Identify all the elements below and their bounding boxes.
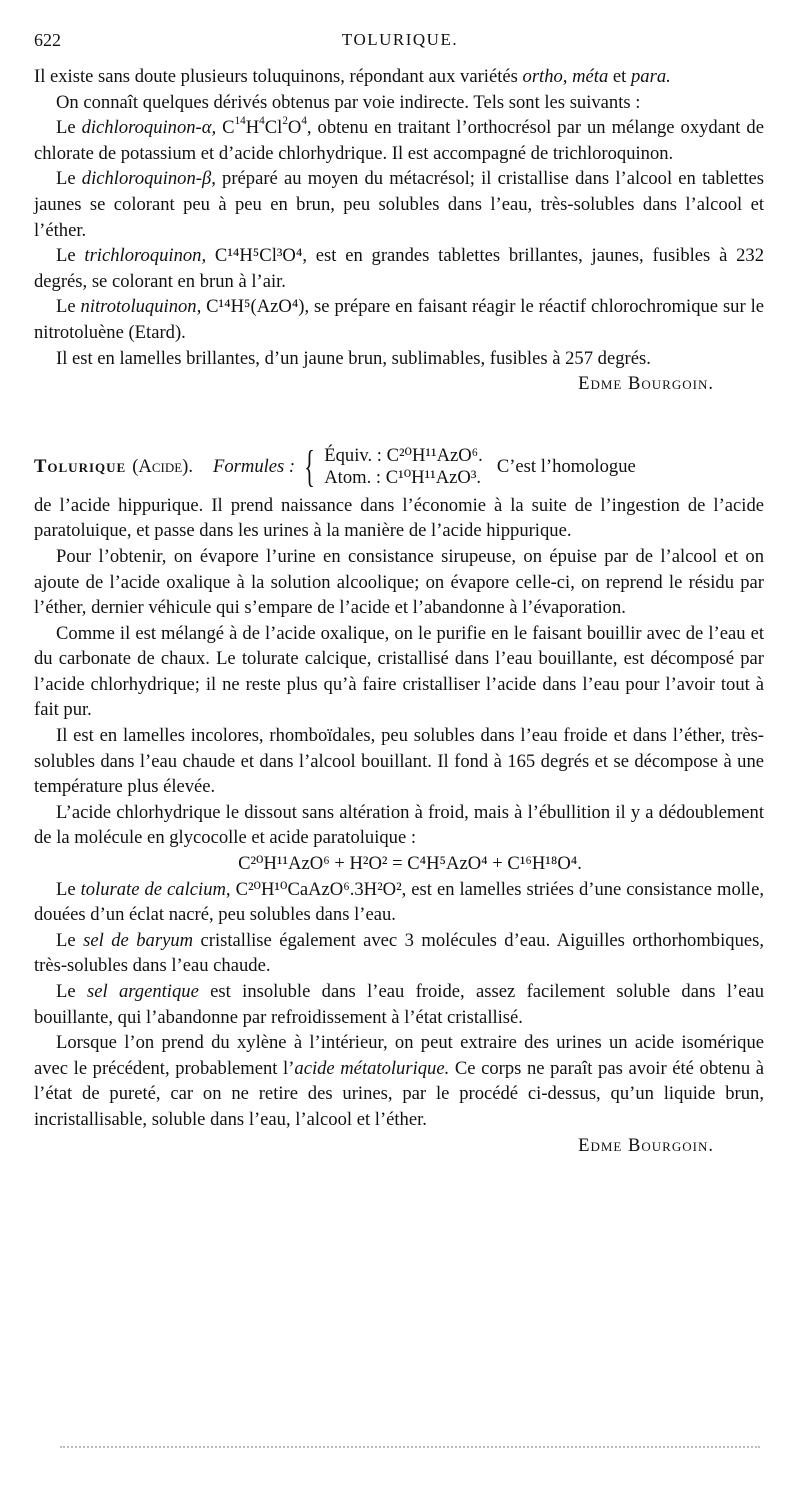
italic-term: ortho, <box>522 66 568 87</box>
text: , est en lamelles striées d’une consistance molle, douées d’un éclat nacré, peu solubles dans l’eau. <box>34 878 765 926</box>
text: préparé au moyen du métacrésol; il cristallise dans l’alcool en tablettes jaunes se colorant peu à peu en brun, peu solubles dans l’eau, très-solubles dans l’alcool et l’éther. <box>34 168 764 241</box>
paragraph <box>34 877 764 928</box>
atom-formula: Atom. : C¹⁰H¹¹AzO³. <box>324 466 482 488</box>
text: Lorsque l’on prend du xylène à l’intérieur, on peut extraire des urines un acide isomérique avec le précédent, probablement l’ <box>34 1032 764 1079</box>
chemical-equation: C²⁰H¹¹AzO⁶ + H²O² = C⁴H⁵AzO⁴ + C¹⁶H¹⁸O⁴. <box>238 853 582 875</box>
text: Le <box>56 929 84 951</box>
text: est insoluble dans l’eau froide, assez facilement soluble dans l’eau bouillante, qui l’abandonne par refroidissement à l’état cristallisé. <box>34 981 765 1028</box>
text: Le <box>56 168 82 190</box>
text: Comme il est mélangé à de l’acide oxalique, on le purifie en le faisant bouillir avec de l’eau et du carbonate de chaux. Le tolurate calcique, cristallisé dans l’eau bouillante, est décomposé par l’acide chlorhydrique; il ne reste plus qu’à faire cristalliser l’acide dans l’eau pour l’avoir tout à fait pur. <box>34 622 764 721</box>
paragraph <box>34 64 764 90</box>
text: de l’acide hippurique. Il prend naissance dans l’économie à la suite de l’ingestion de l’acide paratoluique, et passe dans les urines à la manière de l’acide hippurique. <box>34 494 764 542</box>
compound-name: sel de baryum <box>83 929 194 951</box>
equiv-formula: Équiv. : C²⁰H¹¹AzO⁶. <box>324 444 483 466</box>
compound-name: dichloroquinon-α, <box>81 117 217 139</box>
text: Il est en lamelles incolores, rhomboïdales, peu solubles dans l’eau froide et dans l’éther, très-solubles dans l’eau chaude et dans l’alcool bouillant. Il fond à 165 degrés et se décompose à une température plus élevée. <box>34 725 764 798</box>
paragraph <box>34 294 764 345</box>
formula: C <box>216 117 235 139</box>
paragraph <box>34 346 764 372</box>
body-text <box>34 64 764 1158</box>
paragraph <box>34 928 764 979</box>
running-title: TOLURIQUE. <box>341 30 459 49</box>
text: C’est l’homologue <box>496 455 636 477</box>
text: Le <box>56 878 81 900</box>
signature-line <box>34 1133 764 1159</box>
text: Pour l’obtenir, on évapore l’urine en consistance sirupeuse, on épuise par de l’alcool et on ajoute de l’acide oxalique à la solution alcoolique; on évapore celle-ci, on reprend le résidu par l’éther, dernier véhicule qui s’empare de l’acide et l’abandonne à l’évaporation. <box>34 545 764 619</box>
compound-name: dichloroquinon-β, <box>81 168 216 190</box>
page-number: 622 <box>34 30 61 50</box>
compound-name: acide métatolurique. <box>294 1057 450 1079</box>
author-signature: Edme Bourgoin. <box>578 1134 714 1156</box>
formula: $^{14}H^4Cl^2O^4$ <box>234 115 307 139</box>
paragraph <box>34 723 764 800</box>
text: Le <box>56 296 81 318</box>
paragraph <box>34 115 764 166</box>
compound-name: sel argentique <box>86 981 199 1002</box>
paragraph <box>34 243 764 294</box>
text: On connaît quelques dérivés obtenus par voie indirecte. Tels sont les suivants : <box>56 91 641 113</box>
page-header <box>34 30 766 58</box>
text: cristallise également avec 3 molécules d’eau. Aiguilles orthorhombiques, très-solubles dans l’eau chaude. <box>34 929 765 977</box>
compound-name: tolurate de calcium, <box>80 878 231 900</box>
text: Il est en lamelles brillantes, d’un jaune brun, sublimables, fusibles à 257 degrés. <box>56 347 651 369</box>
text: et <box>608 66 631 87</box>
signature-line <box>34 371 764 397</box>
text: , obtenu en traitant l’orthocrésol par un mélange oxydant de chlorate de potassium et d’acide chlorhydrique. Il est accompagné de trichloroquinon. <box>34 117 764 164</box>
text: Ce corps ne paraît pas avoir été obtenu à l’état de pureté, car on ne retire des urines, par le procédé ci-dessus, qu’un liquide brun, incristallisable, soluble dans l’eau, l’alcool et l’éther. <box>34 1057 764 1130</box>
formula: C¹⁴H⁵Cl³O⁴ <box>206 245 303 267</box>
text: , est en grandes tablettes brillantes, jaunes, fusibles à 232 degrés, se colorant en brun à l’air. <box>34 245 765 292</box>
formules-label: Formules : <box>213 455 296 477</box>
bottom-dotted-rule <box>60 1446 760 1448</box>
paragraph <box>34 90 764 116</box>
formula: C²⁰H¹⁰CaAzO⁶.3H²O² <box>230 878 402 900</box>
paragraph <box>34 621 764 723</box>
italic-term: para. <box>631 66 671 87</box>
text: Le <box>56 981 87 1002</box>
formula-stack <box>324 445 483 489</box>
text: L’acide chlorhydrique le dissout sans altération à froid, mais à l’ébullition il y a dédoublement de la molécule en glycocolle et acide paratoluique : <box>34 801 764 849</box>
paragraph <box>34 979 764 1030</box>
compound-name: nitrotoluquinon, <box>80 296 202 318</box>
author-signature: Edme Bourgoin. <box>578 373 714 395</box>
formula: C¹⁴H⁵(AzO⁴) <box>201 296 305 318</box>
text: Le <box>56 245 85 267</box>
text: Le <box>56 117 82 139</box>
text: Il existe sans doute plusieurs toluquinons, répondant aux variétés <box>34 66 523 87</box>
paragraph <box>34 1030 764 1132</box>
paragraph <box>34 800 764 851</box>
paragraph <box>34 493 764 544</box>
entry-title: Tolurique <box>34 455 127 477</box>
text: , se prépare en faisant réagir le réactif chlorochromique sur le nitrotoluène (Etard). <box>34 296 765 343</box>
paragraph <box>34 544 764 621</box>
entry-heading <box>34 441 764 493</box>
entry-subtitle: (Acide). <box>132 455 193 477</box>
paragraph <box>34 166 764 243</box>
brace-icon: { <box>304 441 315 491</box>
italic-term: méta <box>572 66 609 87</box>
compound-name: trichloroquinon, <box>84 245 207 267</box>
